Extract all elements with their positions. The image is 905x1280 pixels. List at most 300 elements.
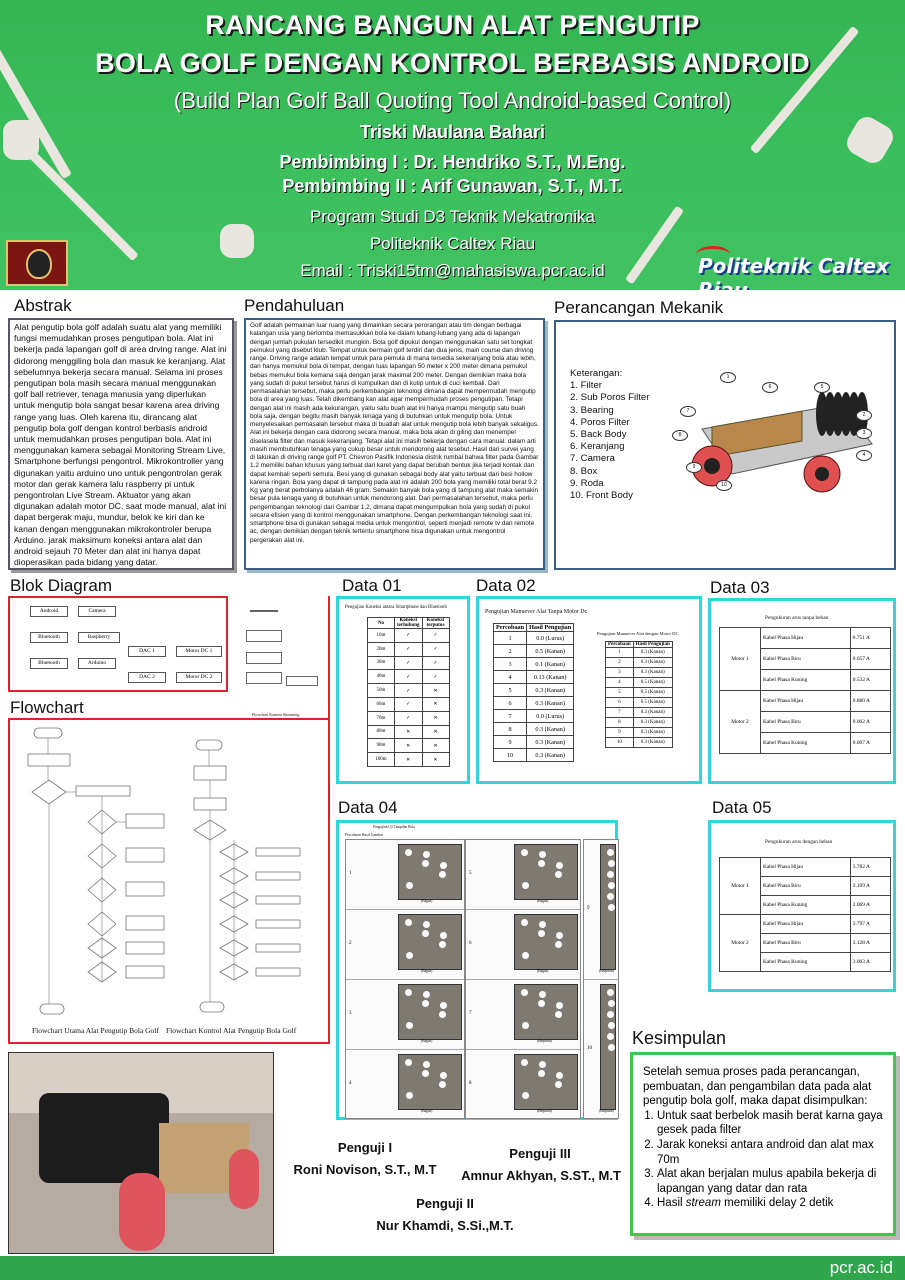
- device-photo: [8, 1052, 274, 1254]
- item-text: Hasil: [657, 1197, 686, 1210]
- table-cell: 0.532 A: [850, 670, 890, 691]
- data04-cell: [584, 980, 618, 1120]
- table-cell: 0.1 (Kanan): [527, 658, 574, 671]
- section-title-data02: Data 02: [476, 576, 536, 595]
- pembimbing-2: Pembimbing II : Arif Gunawan, S.T., M.T.: [282, 176, 623, 196]
- data04-cell: [466, 980, 580, 1050]
- mekanik-cad-drawing: [672, 374, 892, 514]
- table-row: [494, 645, 574, 658]
- callout-label: 5: [814, 382, 830, 393]
- golf-ball: [608, 1000, 615, 1007]
- golf-ball: [522, 952, 529, 959]
- table-cell: 0.007 A: [850, 733, 890, 754]
- golf-ball: [555, 941, 562, 948]
- table-cell: 0.657 A: [850, 649, 890, 670]
- table-cell: 0.3 (Kanan): [527, 749, 574, 762]
- table-cell: ✕: [395, 725, 423, 739]
- table-row: [494, 749, 574, 762]
- callout-label: 3: [856, 428, 872, 439]
- table-cell: ✓: [422, 656, 449, 670]
- data04-cell: [346, 1050, 464, 1120]
- table-row: [494, 684, 574, 697]
- ball-photo: [600, 844, 616, 970]
- motor-label: Motor 1: [720, 628, 761, 691]
- table-cell: 3.782 A: [850, 858, 890, 877]
- footer: [0, 1256, 905, 1280]
- table-cell: 0.5 (Kanan): [633, 698, 672, 708]
- kesimpulan-item: 2. Jarak koneksi antara android dan alat max 70m: [657, 1138, 883, 1167]
- table-row: [368, 629, 450, 643]
- blok-diagram-panel: [8, 596, 228, 692]
- result-tag: (Bagus): [421, 1039, 433, 1043]
- table-cell: 0.3 (Kanan): [527, 736, 574, 749]
- motor-label: Motor 2: [720, 691, 761, 754]
- table-cell: 8: [494, 723, 527, 736]
- golf-ball: [423, 991, 430, 998]
- table-header-row: [368, 618, 450, 629]
- ball-photo: [398, 1054, 462, 1110]
- table-cell: ✕: [422, 753, 449, 767]
- penguji-2-name: Nur Khamdi, S.Si.,M.T.: [376, 1218, 514, 1233]
- table-cell: 4: [606, 678, 634, 688]
- table-row: [494, 710, 574, 723]
- golf-ball: [538, 1070, 545, 1077]
- pembimbing-1: Pembimbing I : Dr. Hendriko S.T., M.Eng.: [279, 152, 626, 172]
- table-cell: ✓: [395, 629, 423, 643]
- table-row: [606, 718, 673, 728]
- table-cell: ✕: [422, 684, 449, 698]
- golf-ball: [555, 871, 562, 878]
- ball-photo: [398, 844, 462, 900]
- table-cell: 6: [606, 698, 634, 708]
- data04-panel: [336, 820, 618, 1120]
- result-tag: (Bagus): [537, 899, 549, 903]
- table-cell: 0.5 (Kanan): [633, 688, 672, 698]
- penguji-1-name: Roni Novison, S.T., M.T: [293, 1162, 437, 1177]
- golf-ball: [406, 1022, 413, 1029]
- node-raspberry: Raspberry: [78, 632, 120, 643]
- table-cell: ✕: [422, 739, 449, 753]
- callout-label: 10: [716, 480, 732, 491]
- table-cell: 0.3 (Kanan): [633, 718, 672, 728]
- golf-ball: [440, 932, 447, 939]
- trial-number: 9: [587, 906, 590, 911]
- table-cell: 0.3 (Kanan): [527, 723, 574, 736]
- callout-label: 9: [686, 462, 702, 473]
- golf-ball: [521, 989, 528, 996]
- table-cell: ✕: [422, 711, 449, 725]
- table-row: [368, 739, 450, 753]
- table-cell: 5: [494, 684, 527, 697]
- program-studi: Program Studi D3 Teknik Mekatronika: [309, 207, 596, 226]
- table-cell: ✓: [395, 697, 423, 711]
- table-cell: 3.003 A: [850, 953, 890, 972]
- table-row: [494, 723, 574, 736]
- data02-panel: [476, 596, 702, 784]
- trial-number: 7: [469, 1011, 472, 1016]
- data02-caption-left: Pengujian Manuever Alat Tanpa Motor Dc: [485, 609, 588, 615]
- ball-photo: [514, 914, 578, 970]
- trial-number: 5: [469, 871, 472, 876]
- table-cell: 0.880 A: [850, 691, 890, 712]
- golf-ball: [521, 849, 528, 856]
- golf-ball: [538, 860, 545, 867]
- node-motor-dc-2: Motor DC 2: [176, 672, 222, 683]
- node-bluetooth-1: Bluetooth: [30, 632, 68, 643]
- poster-header: [0, 0, 905, 292]
- table-cell: ✕: [395, 739, 423, 753]
- callout-label: 8: [672, 430, 688, 441]
- callout-label: 6: [762, 382, 778, 393]
- table-cell: 8: [606, 718, 634, 728]
- golf-ball: [556, 862, 563, 869]
- golf-ball: [538, 1000, 545, 1007]
- table-cell: 6: [494, 697, 527, 710]
- node-dac-1: DAC 1: [128, 646, 166, 657]
- golf-ball: [607, 1011, 614, 1018]
- trial-number: 4: [349, 1081, 352, 1086]
- node-android: Android: [30, 606, 68, 617]
- mekanik-panel: [554, 320, 896, 570]
- table-cell: 0.3 (Kanan): [633, 708, 672, 718]
- golf-ball: [405, 989, 412, 996]
- table-cell: ✓: [395, 670, 423, 684]
- table-header: Hasil Pengujian: [527, 624, 574, 632]
- table-row: [606, 678, 673, 688]
- golf-ball: [555, 1081, 562, 1088]
- table-cell: 10: [606, 738, 634, 748]
- kesimpulan-intro: Setelah semua proses pada perancangan, pembuatan, dan pengambilan data pada alat pengutip bola golf, maka dapat disimpulkan:: [643, 1066, 872, 1108]
- penguji-2-title: Penguji II: [416, 1196, 474, 1211]
- trial-number: 2: [349, 941, 352, 946]
- camera-flowchart-caption: Flowchart Kamera Streaming: [252, 712, 300, 717]
- golf-ball: [439, 1011, 446, 1018]
- table-row: [720, 691, 891, 712]
- kesimpulan-list: [643, 1109, 883, 1211]
- data04-cell: [466, 1050, 580, 1120]
- table-row: [606, 668, 673, 678]
- table-cell: Kabel Phasa Hijau: [761, 691, 851, 712]
- table-cell: 0.5 (Kanan): [633, 678, 672, 688]
- table-cell: ✓: [422, 629, 449, 643]
- table-cell: 3.797 A: [850, 915, 890, 934]
- table-cell: 50m: [368, 684, 395, 698]
- table-cell: 3: [494, 658, 527, 671]
- golf-ball: [607, 849, 614, 856]
- table-row: [368, 725, 450, 739]
- data05-table: [719, 857, 891, 972]
- ball-photo: [398, 914, 462, 970]
- section-title-data01: Data 01: [342, 576, 402, 595]
- penguji-3-title: Penguji III: [509, 1146, 571, 1161]
- table-cell: 0.002 A: [850, 712, 890, 733]
- table-cell: ✓: [395, 684, 423, 698]
- golf-ball: [608, 1044, 615, 1051]
- golf-ball: [422, 1000, 429, 1007]
- table-row: [606, 688, 673, 698]
- table-row: [606, 648, 673, 658]
- golf-ball: [422, 930, 429, 937]
- result-tag: (Berputar): [537, 1109, 552, 1113]
- data03-table: [719, 627, 891, 754]
- golf-ball: [422, 1070, 429, 1077]
- table-cell: 100m: [368, 753, 395, 767]
- table-cell: ✓: [395, 656, 423, 670]
- table-row: [606, 698, 673, 708]
- table-header: Koneksi terhubung: [395, 618, 423, 629]
- golf-ball: [522, 1092, 529, 1099]
- golf-ball: [608, 860, 615, 867]
- table-cell: 0.0 (Lurus): [527, 632, 574, 645]
- data02-table-left: [493, 623, 574, 762]
- item-text: memiliki delay 2 detik: [720, 1197, 834, 1210]
- kesimpulan-panel: [630, 1052, 896, 1236]
- golf-ball: [439, 871, 446, 878]
- golf-ball: [406, 1092, 413, 1099]
- golf-ball: [539, 1061, 546, 1068]
- legend-item: 4. Poros Filter: [570, 416, 630, 428]
- fc-node: [286, 676, 318, 686]
- motor-label: Motor 1: [720, 858, 761, 915]
- fc-node: [250, 610, 278, 612]
- golf-ball: [440, 1072, 447, 1079]
- table-cell: Kabel Phasa Biru: [761, 649, 851, 670]
- result-tag: (Bagus): [537, 969, 549, 973]
- table-row: [606, 658, 673, 668]
- data04-column: [345, 839, 465, 1119]
- section-title-flowchart: Flowchart: [10, 698, 84, 717]
- table-cell: 1: [606, 648, 634, 658]
- golf-ball: [556, 1072, 563, 1079]
- golf-ball: [522, 1022, 529, 1029]
- golf-ball: [608, 904, 615, 911]
- node-arduino: Arduino: [78, 658, 116, 669]
- table-cell: 1: [494, 632, 527, 645]
- item-emphasis: stream: [685, 1197, 721, 1210]
- ball-photo: [600, 984, 616, 1110]
- callout-label: 2: [856, 410, 872, 421]
- node-dac-2: DAC 2: [128, 672, 166, 683]
- node-motor-dc-1: Motor DC 1: [176, 646, 222, 657]
- table-header: Hasil Pengujian: [633, 642, 672, 648]
- data04-column: [465, 839, 581, 1119]
- table-cell: ✕: [422, 725, 449, 739]
- fc-node: [246, 672, 282, 684]
- legend-item: 6. Keranjang: [570, 441, 625, 453]
- section-title-data05: Data 05: [712, 798, 772, 817]
- data04-cell: [466, 840, 580, 910]
- golf-ball: [521, 919, 528, 926]
- table-cell: Kabel Phasa Kuning: [761, 733, 851, 754]
- table-cell: ✕: [395, 753, 423, 767]
- golf-ball: [440, 1002, 447, 1009]
- table-row: [494, 671, 574, 684]
- table-row: [720, 858, 891, 877]
- table-header: Percobaan: [606, 642, 634, 648]
- result-tag: (Berputar): [599, 969, 614, 973]
- table-cell: 0.13 (Kanan): [527, 671, 574, 684]
- data05-panel: [708, 820, 896, 992]
- legend-item: 7. Camera: [570, 453, 615, 465]
- golf-ball: [522, 882, 529, 889]
- author-name: Triski Maulana Bahari: [359, 122, 546, 142]
- table-cell: 3.109 A: [850, 877, 890, 896]
- table-row: [720, 915, 891, 934]
- ball-photo: [514, 1054, 578, 1110]
- table-cell: 7: [606, 708, 634, 718]
- trial-number: 6: [469, 941, 472, 946]
- data04-cell: [346, 840, 464, 910]
- mekanik-legend: [570, 368, 649, 502]
- table-cell: 9: [606, 728, 634, 738]
- table-cell: 4: [494, 671, 527, 684]
- table-header-row: [494, 624, 574, 632]
- table-cell: Kabel Phasa Biru: [761, 712, 851, 733]
- table-cell: 40m: [368, 670, 395, 684]
- motor-label: Motor 2: [720, 915, 761, 972]
- golf-ball: [439, 941, 446, 948]
- golf-ball: [556, 932, 563, 939]
- golf-ball: [539, 991, 546, 998]
- table-cell: Kabel Phasa Kuning: [761, 670, 851, 691]
- section-title-pendahuluan: Pendahuluan: [244, 296, 345, 315]
- golf-ball: [539, 921, 546, 928]
- table-header: Koneksi terputus: [422, 618, 449, 629]
- node-camera: Camera: [78, 606, 116, 617]
- golf-ball: [608, 1022, 615, 1029]
- table-cell: 0.3 (Kanan): [633, 738, 672, 748]
- table-row: [720, 628, 891, 649]
- golf-ball: [423, 921, 430, 928]
- table-cell: 3.128 A: [850, 934, 890, 953]
- table-cell: ✓: [395, 711, 423, 725]
- golf-ball: [406, 882, 413, 889]
- table-cell: 0.3 (Kanan): [633, 668, 672, 678]
- data04-column: [583, 839, 619, 1119]
- abstrak-text: Alat pengutip bola golf adalah suatu alat yang memiliki fungsi memudahkan proses pengutipan bola. Alat ini bekerja pada lapangan golf di area drving range. Alat ini didorong menggiling bola dan masuk ke keranjang. Alat sebelumnya bekerja secara manual. Selama ini proses pengutipan bola masih secara manual menggunakan golf ball retriever, tenaga manusia yang diperlukan untuk mengutip bola sangat besar karena area driving range yang luas. Oleh karena itu, dirancang alat pengutip bola golf dengan kontrol berbasis android untuk memudahkan proses pengutipan bola. Alat ini menggunakan kamera sebagai Monitoring Stream Live, Smartphone berfungsi pengontrol. Mikrokontroller yang digunakan yaitu arduino uno untuk pengontrolan gerak motor dan gerak kamera lalu raspberry pi untuk pengontrolan Live Stream. Aktuator yang akan digunakan adalah motor DC. saat mode manual, alat ini dapat bergerak maju, mundur, belok ke kiri dan ke kanan dengan menggunakan mikrokontroler berupa Arduino. jarak maksimum koneksi antara alat dan android sejauh 70 Meter dan alat ini hanya dapat dioperasikan pada bidang yang datar.: [8, 318, 234, 570]
- table-cell: Kabel Phasa Hijau: [761, 628, 851, 649]
- callout-label: 1: [720, 372, 736, 383]
- footer-url: pcr.ac.id: [829, 1258, 893, 1277]
- golf-ball: [538, 930, 545, 937]
- data04-cell: [466, 910, 580, 980]
- table-cell: 0.3 (Kanan): [633, 728, 672, 738]
- table-cell: 3: [606, 668, 634, 678]
- table-cell: 5: [606, 688, 634, 698]
- result-tag: (Berputar): [537, 1039, 552, 1043]
- data03-panel: [708, 598, 896, 784]
- flowchart-panel: [8, 718, 330, 1044]
- table-cell: ✕: [422, 697, 449, 711]
- table-row: [368, 684, 450, 698]
- data04-header: Percobaan Hasil Gambar: [345, 833, 383, 837]
- trial-number: 10: [587, 1046, 592, 1051]
- callout-label: 4: [856, 450, 872, 461]
- data01-table: [367, 617, 450, 767]
- trial-number: 1: [349, 871, 352, 876]
- golf-ball: [607, 1033, 614, 1040]
- table-cell: 0.0 (Lurus): [527, 710, 574, 723]
- poster-title-line1: RANCANG BANGUN ALAT PENGUTIP: [205, 10, 700, 40]
- poster-title-line2: BOLA GOLF DENGAN KONTROL BERBASIS ANDROID: [95, 48, 810, 78]
- table-row: [606, 708, 673, 718]
- table-cell: 70m: [368, 711, 395, 725]
- table-row: [606, 738, 673, 748]
- legend-item: 8. Box: [570, 465, 598, 477]
- data01-caption: Pengujian Koneksi antara Smartphone dan Bluetooth: [345, 605, 447, 610]
- camera-flowchart-panel: [230, 596, 330, 721]
- table-row: [606, 728, 673, 738]
- table-row: [494, 697, 574, 710]
- golf-ball: [405, 919, 412, 926]
- table-row: [368, 656, 450, 670]
- table-row: [368, 697, 450, 711]
- data03-caption: Pengukuran arus tanpa beban: [765, 615, 829, 621]
- penguji-3-name: Amnur Akhyan, S.ST., M.T: [461, 1168, 621, 1183]
- legend-title: Keterangan:: [570, 368, 623, 379]
- section-title-abstrak: Abstrak: [14, 296, 72, 315]
- section-title-kesimpulan: Kesimpulan: [632, 1028, 727, 1048]
- institution-logo: Politeknik Caltex: [698, 254, 903, 282]
- table-cell: 0.3 (Kanan): [633, 648, 672, 658]
- legend-item: 9. Roda: [570, 477, 604, 489]
- data05-caption: Pengukuran arus dengan beban: [765, 839, 833, 845]
- golf-ball: [555, 1011, 562, 1018]
- golf-ball: [607, 893, 614, 900]
- table-cell: 60m: [368, 697, 395, 711]
- section-title-data03: Data 03: [710, 578, 770, 597]
- flowchart-utama-caption: Flowchart Utama Alat Pengutip Bola Golf: [32, 1026, 159, 1035]
- table-cell: Kabel Phasa Hijau: [761, 858, 851, 877]
- table-row: [368, 753, 450, 767]
- golf-ball: [405, 849, 412, 856]
- ball-photo: [514, 984, 578, 1040]
- result-tag: (Bagus): [421, 899, 433, 903]
- email-address: Email : Triski15tm@mahasiswa.pcr.ac.id: [300, 261, 605, 280]
- table-cell: 2.069 A: [850, 896, 890, 915]
- table-cell: Kabel Phasa Biru: [761, 934, 851, 953]
- flowchart-drawing: [10, 720, 328, 1022]
- data04-caption: Pengujian Uji Tampilan Bola: [373, 825, 415, 829]
- kesimpulan-item: [657, 1196, 883, 1211]
- table-cell: 7: [494, 710, 527, 723]
- golf-ball: [539, 851, 546, 858]
- golf-ball: [423, 1061, 430, 1068]
- golf-ball: [406, 952, 413, 959]
- table-header-row: [606, 642, 673, 648]
- golf-ball: [422, 860, 429, 867]
- result-tag: (Berputar): [599, 1109, 614, 1113]
- table-cell: ✓: [395, 642, 423, 656]
- table-cell: 90m: [368, 739, 395, 753]
- fc-node: [246, 652, 282, 664]
- data04-cell: [584, 840, 618, 980]
- callout-label: 7: [680, 406, 696, 417]
- golf-ball: [405, 1059, 412, 1066]
- table-cell: Kabel Phasa Kuning: [761, 953, 851, 972]
- ball-photo: [398, 984, 462, 1040]
- data02-caption-right: Pengujian Manuever Alat dengan Motor DC: [597, 631, 679, 636]
- table-row: [494, 658, 574, 671]
- trial-number: 3: [349, 1011, 352, 1016]
- table-cell: Kabel Phasa Hijau: [761, 915, 851, 934]
- pendahuluan-text: Golf adalah permainan luar ruang yang dimainkan secara perorangan atau tim dengan berbagai kalangan usia yang berlomba memasukkan bola ke dalam lubang-lubang yang ada di lapangan dengan jumlah pukulan tersedikit mungkin. Bola golf dipukul dengan menggunakan satu set tongkat pemukul yang disebut klub. Tempat untuk bermain golf terdiri dan dua jenis, main course dan driving range. Driving range adalah tempat untuk para pemula di mana tersedia sekeranjang bola atau lebih, dan hanya memukul bola di tempat, dengan luas lapangan 50 meter x 200 meter dimana pemukul bebas memukul bola kemana saja dengan jarak maximal 200 meter. Dengan demikian maka bola yang sudah di pukul tersebut harus di kumpulkan dan di kutip untuk di cuci kembali. Dari permasalahan tersebut, maka perlu perkembangan teknologi dimana dapat mempermudah mengutip bola di area yang luas. Telah dikembang kan alat agar mempermudah proses pengutipan. Tetapi dengan alat ini masih ada kekurangan, yaitu satu buah alat ini hanya mampu mengutip satu buah bola saja, dengan begitu masih banyak tenaga yang di butuhkan untuk mengutip bola. Untuk menyelesaikan permasalah tersebut maka di buatlah alat untuk mengutip bola lebih banyak sekaligus. Alat ini bekerja dengan cara didorong secara manual, maka bola akan di giling dan menempel diselasela filter dan masuk kekeranjang. Tetapi alat ini masih bekerja dengan cara manual. dalam arti masih membutuhkan tenaga yang cukup besar untuk mendorong alat tesebut. Hasil dari survei yang di lakukan di driving range golf PT. Chevron Pasifik Indonesia distrik rumbai bahwa filter pada Gambar 1.2 memiliki bahan khusus yang terbuat dari karet yang dapat berubah bentuk jika terjadi kontak dan dapat kembali seperti semula. Besi yang di gunakan sebagai body alat yaitu terbuat dari besi hollow karena ringan. Bola yang dapat di tampung pada alat ini adalah 200 bola yang memiliki total berat 9.2 Kg yang berat perbolanya adalah 46 gram. Semakin banyak bola yang di tampung alat maka semakin besar pula tenaga yang di butuhkan untuk mendorong alat. Dari permasalahan tersebut, maka perlu pengembangan teknologi dari Gambar 1.2, dimana dapat mengumpulkan bola yang sudah di pukul secara efisien yang di kontrol menggunakan smartphone. Dengan perkembangan teknologi saat ini, smartphone bisa di gunakan sebagai media untuk mengontrol, seperti menjadi remote tv dan remote ac, dengan demikian dengan teknik tertentu smartphone bisa digunakan untuk mengontrol pergerakan alat ini.: [244, 318, 545, 570]
- poster-subtitle: (Build Plan Golf Ball Quoting Tool Android-based Control): [173, 88, 732, 113]
- legend-item: 5. Back Body: [570, 429, 627, 441]
- table-cell: 9: [494, 736, 527, 749]
- data04-cell: [346, 910, 464, 980]
- table-header: Percobaan: [494, 624, 527, 632]
